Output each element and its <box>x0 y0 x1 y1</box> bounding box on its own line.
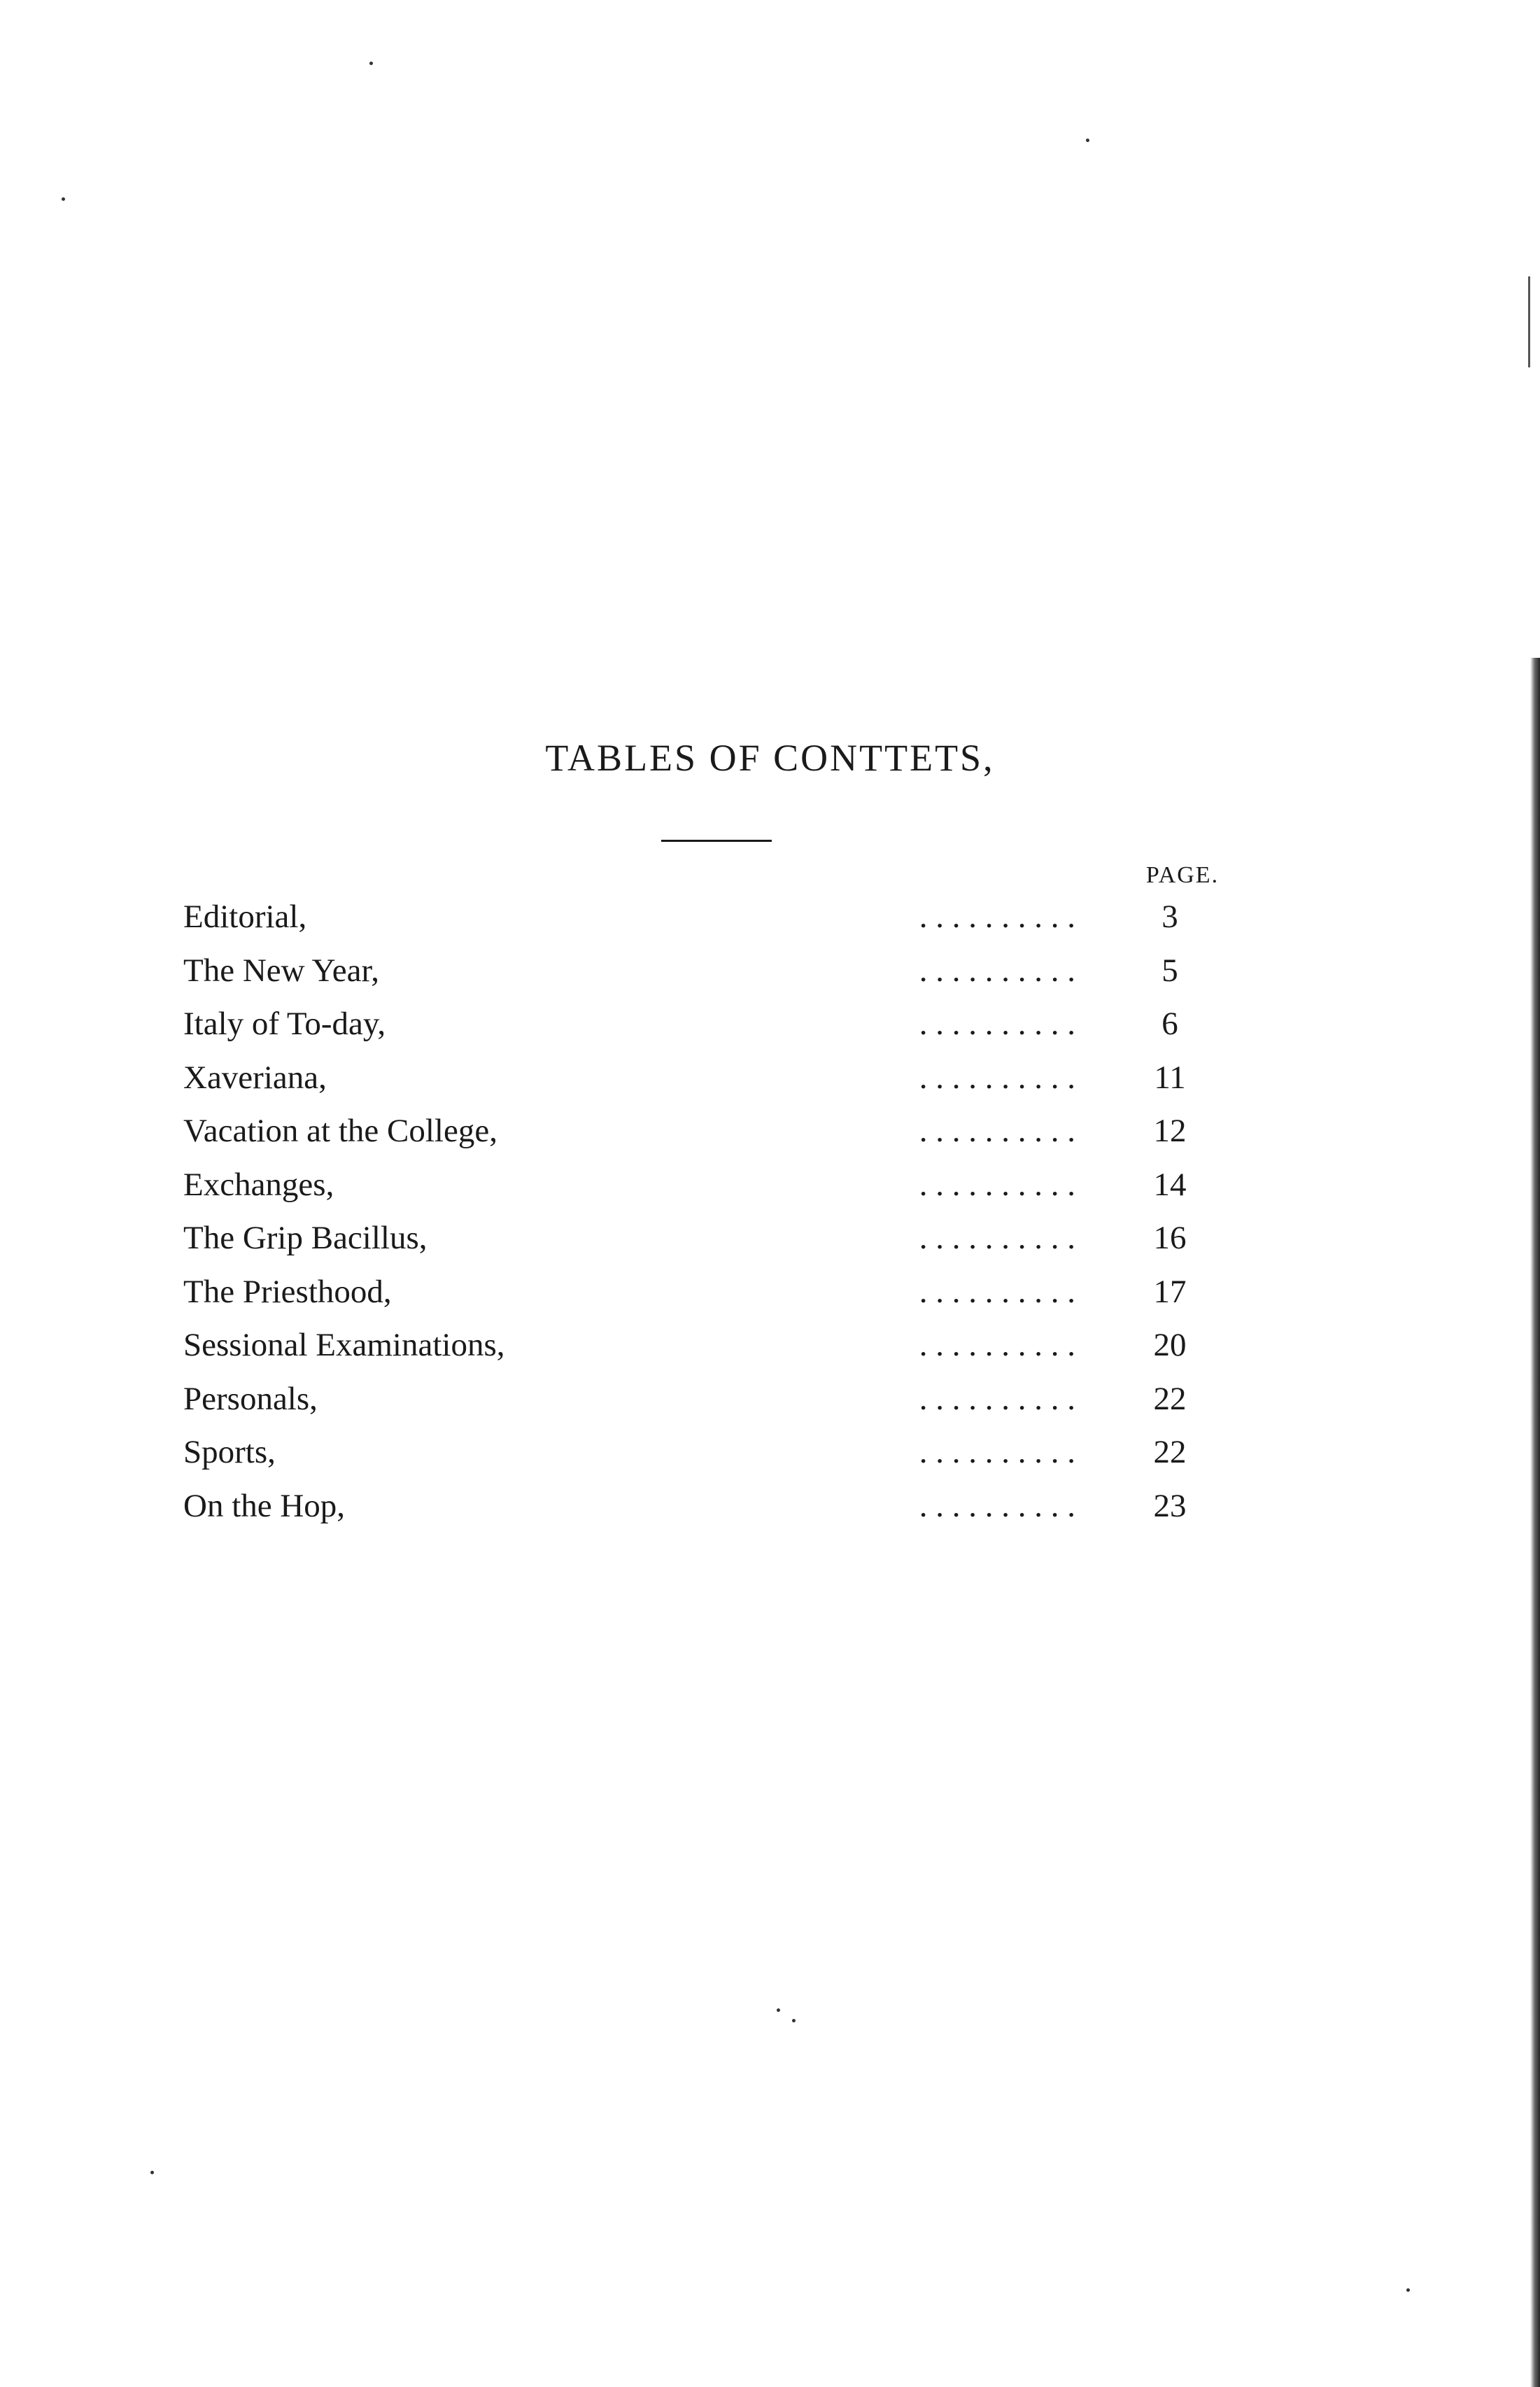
dot-leader: . . . . . . . . . . <box>919 899 1075 935</box>
toc-entry-title: Vacation at the College, <box>183 1113 497 1149</box>
scan-speck <box>777 2008 780 2012</box>
toc-entry-page: 16 <box>1153 1220 1187 1256</box>
toc-entry-title: Editorial, <box>183 899 307 935</box>
toc-entry <box>183 997 1233 1051</box>
toc-entry-title: The New Year, <box>183 952 380 989</box>
toc-entry-title: Xaveriana, <box>183 1059 327 1096</box>
dot-leader: . . . . . . . . . . <box>919 952 1075 989</box>
toc-entry <box>183 1158 1233 1212</box>
toc-entry-page: 14 <box>1153 1166 1187 1203</box>
toc-entry <box>183 1425 1233 1479</box>
toc-entry <box>183 1318 1233 1372</box>
toc-entry <box>183 944 1233 998</box>
toc-entry-page: 17 <box>1153 1273 1187 1310</box>
toc-entry-page: 3 <box>1161 899 1178 935</box>
toc-entry-page: 12 <box>1153 1113 1187 1149</box>
dot-leader: . . . . . . . . . . <box>919 1380 1075 1417</box>
dot-leader: . . . . . . . . . . <box>919 1273 1075 1310</box>
page-title: TABLES OF CONTTETS, <box>545 737 995 779</box>
page-column-heading: PAGE. <box>1145 862 1220 888</box>
scan-speck <box>369 62 373 65</box>
toc-entry-page: 6 <box>1161 1006 1178 1042</box>
toc-entry-title: Italy of To-day, <box>183 1006 386 1042</box>
dot-leader: . . . . . . . . . . <box>919 1220 1075 1256</box>
page-edge-shadow <box>1530 658 1540 2387</box>
dot-leader: . . . . . . . . . . <box>919 1434 1075 1470</box>
scan-speck <box>1086 139 1089 142</box>
dot-leader: . . . . . . . . . . <box>919 1166 1075 1203</box>
toc-entry-title: On the Hop, <box>183 1487 346 1524</box>
toc-entry-title: The Priesthood, <box>183 1273 392 1310</box>
toc-entry-page: 20 <box>1153 1327 1187 1363</box>
toc-entry-title: Sessional Examinations, <box>183 1327 505 1363</box>
toc-entry <box>183 1051 1233 1105</box>
toc-entry-page: 5 <box>1161 952 1178 989</box>
toc-entry-title: The Grip Bacillus, <box>183 1220 428 1256</box>
toc-entry-page: 22 <box>1153 1380 1187 1417</box>
toc-entry-title: Personals, <box>183 1380 318 1417</box>
table-of-contents <box>183 890 1233 1533</box>
scan-speck <box>62 197 65 201</box>
toc-entry <box>183 1265 1233 1319</box>
toc-entry-title: Exchanges, <box>183 1166 334 1203</box>
page-edge-mark <box>1528 276 1530 367</box>
toc-entry-page: 23 <box>1153 1487 1187 1524</box>
dot-leader: . . . . . . . . . . <box>919 1113 1075 1149</box>
title-divider <box>661 840 772 842</box>
toc-entry-page: 11 <box>1154 1059 1186 1096</box>
dot-leader: . . . . . . . . . . <box>919 1059 1075 1096</box>
toc-entry-title: Sports, <box>183 1434 276 1470</box>
toc-entry <box>183 1479 1233 1533</box>
toc-entry <box>183 1104 1233 1158</box>
scan-speck <box>1406 2288 1410 2292</box>
toc-entry <box>183 1211 1233 1265</box>
toc-entry <box>183 890 1233 944</box>
toc-entry <box>183 1372 1233 1426</box>
toc-entry-page: 22 <box>1153 1434 1187 1470</box>
scan-speck <box>792 2019 796 2022</box>
dot-leader: . . . . . . . . . . <box>919 1487 1075 1524</box>
scan-speck <box>150 2171 154 2174</box>
dot-leader: . . . . . . . . . . <box>919 1006 1075 1042</box>
dot-leader: . . . . . . . . . . <box>919 1327 1075 1363</box>
